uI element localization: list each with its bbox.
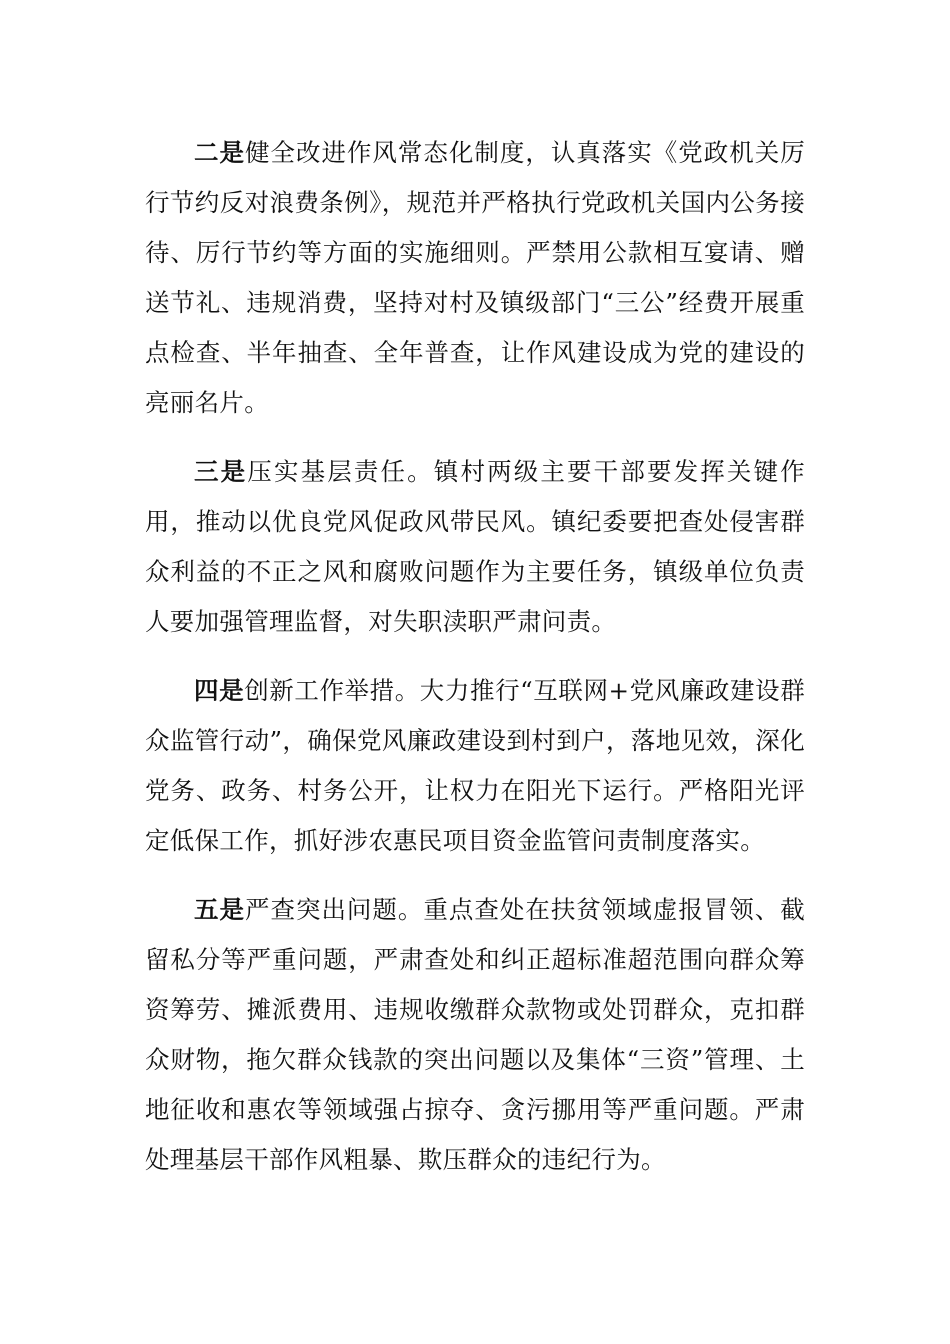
paragraph-text: 严查突出问题。重点查处在扶贫领域虚报冒领、截留私分等严重问题，严肃查处和纠正超标准超范围向群众筹资筹劳、摊派费用、违规收缴群众款物或处罚群众，克扣群众财物，拖欠群众钱款的突出问题以及集体“三资”管理、土地征收和惠农等领域强占掠夺、贪污挪用等严重问题。严肃处理基层干部作风粗暴、欺压群众的违纪行为。 bbox=[145, 895, 805, 1174]
paragraph-lead: 五是 bbox=[194, 895, 245, 924]
paragraph-5 bbox=[145, 885, 805, 1185]
paragraph-text: 压实基层责任。镇村两级主要干部要发挥关键作用，推动以优良党风促政风带民风。镇纪委要把查处侵害群众利益的不正之风和腐败问题作为主要任务，镇级单位负责人要加强管理监督，对失职渎职严肃问责。 bbox=[145, 457, 805, 636]
paragraph-2 bbox=[145, 128, 805, 428]
paragraph-lead: 四是 bbox=[194, 676, 245, 705]
document-body bbox=[145, 128, 805, 1185]
paragraph-text: 健全改进作风常态化制度，认真落实《党政机关厉行节约反对浪费条例》，规范并严格执行党政机关国内公务接待、厉行节约等方面的实施细则。严禁用公款相互宴请、赠送节礼、违规消费，坚持对村及镇级部门“三公”经费开展重点检查、半年抽查、全年普查，让作风建设成为党的建设的亮丽名片。 bbox=[145, 138, 805, 417]
paragraph-3 bbox=[145, 447, 805, 647]
paragraph-text: 创新工作举措。大力推行“互联网+党风廉政建设群众监管行动”，确保党风廉政建设到村到户，落地见效，深化党务、政务、村务公开，让权力在阳光下运行。严格阳光评定低保工作，抓好涉农惠民项目资金监管问责制度落实。 bbox=[145, 676, 805, 855]
paragraph-4 bbox=[145, 666, 805, 866]
paragraph-lead: 三是 bbox=[194, 457, 248, 486]
paragraph-lead: 二是 bbox=[194, 138, 245, 167]
